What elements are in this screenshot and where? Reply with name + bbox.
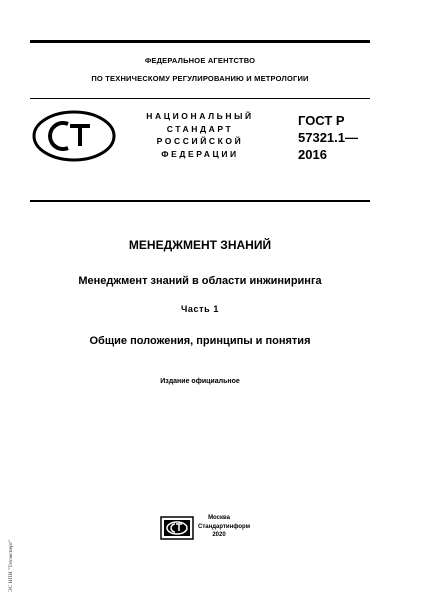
document-part: Часть 1 bbox=[181, 304, 219, 314]
gost-line-1: ГОСТ Р bbox=[298, 113, 345, 128]
publisher-year: 2020 bbox=[212, 532, 226, 538]
top-rule bbox=[30, 40, 370, 43]
document-subtitle: Менеджмент знаний в области инжиниринга bbox=[78, 275, 322, 287]
agency-line-1: ФЕДЕРАЛЬНОЕ АГЕНТСТВО bbox=[144, 56, 256, 65]
publisher-block bbox=[198, 514, 251, 540]
header-divider bbox=[30, 98, 370, 99]
document-part-title: Общие положения, принципы и понятия bbox=[89, 335, 311, 347]
side-watermark: ЭС НПИ "Техэксперт" bbox=[8, 539, 14, 592]
standard-line-2: СТАНДАРТ bbox=[166, 123, 234, 134]
standartinform-logo-icon bbox=[160, 516, 194, 540]
gost-emblem-icon bbox=[32, 110, 116, 162]
document-title: МЕНЕДЖМЕНТ ЗНАНИЙ bbox=[128, 238, 272, 252]
standard-line-3: РОССИЙСКОЙ bbox=[156, 136, 244, 146]
national-standard-label bbox=[130, 110, 270, 160]
standard-line-4: ФЕДЕРАЦИИ bbox=[161, 148, 239, 159]
edition-label: Издание официальное bbox=[160, 378, 240, 385]
standard-line-1: НАЦИОНАЛЬНЫЙ bbox=[146, 111, 254, 121]
gost-line-3: 2016 bbox=[298, 147, 327, 162]
mid-rule bbox=[30, 200, 370, 202]
publisher-city: Москва bbox=[208, 515, 230, 521]
publisher-name: Стандартинформ bbox=[198, 523, 251, 530]
agency-line-2: ПО ТЕХНИЧЕСКОМУ РЕГУЛИРОВАНИЮ И МЕТРОЛОГИИ bbox=[91, 74, 309, 83]
gost-line-2: 57321.1— bbox=[298, 130, 358, 145]
gost-number bbox=[298, 112, 358, 163]
